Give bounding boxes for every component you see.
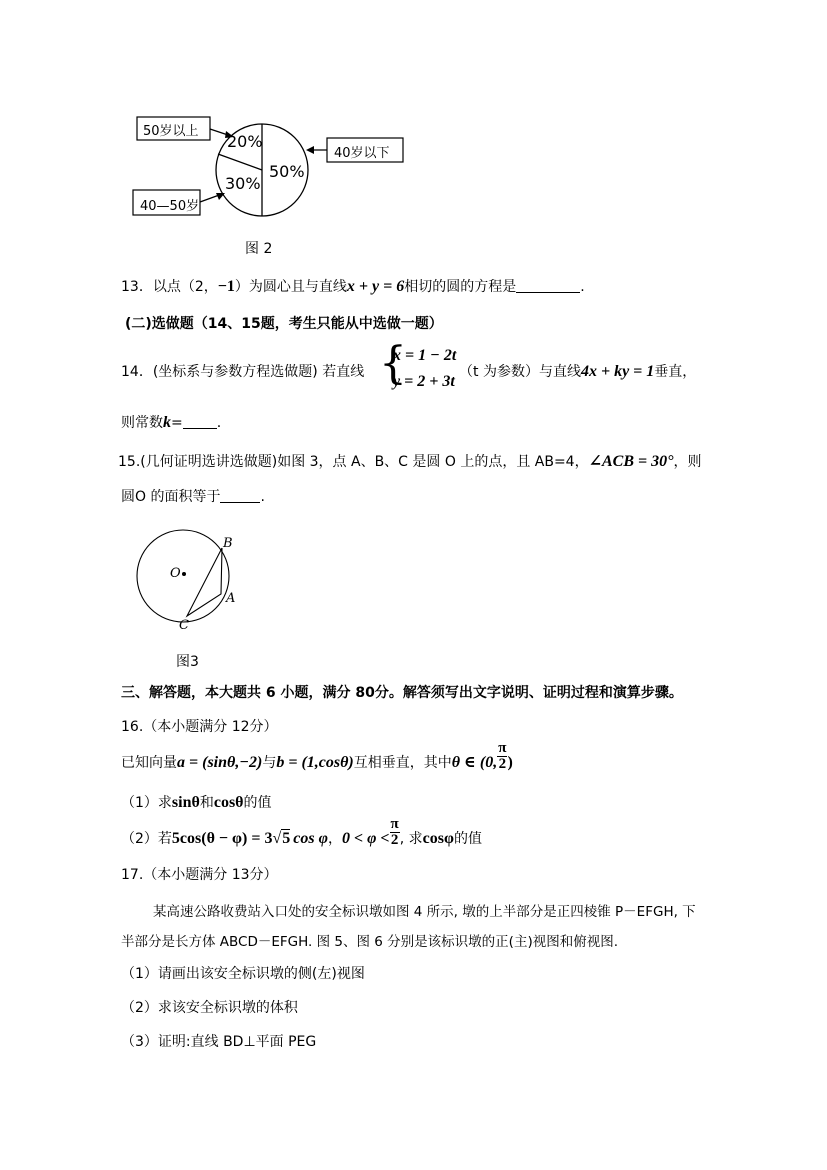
q16-vector-b: b = (1,cosθ) xyxy=(276,754,354,771)
q13-coord: −1 xyxy=(217,278,235,295)
q16-mid2: 互相垂直，其中 xyxy=(353,755,452,771)
q16-part1 xyxy=(121,792,272,812)
q14-k: k xyxy=(163,414,171,431)
section-3-heading: 三、解答题，本大题共 6 小题，满分 80分。解答须写出文字说明、证明过程和演算步骤。 xyxy=(121,685,683,701)
q13-prefix: 13．以点（2， xyxy=(121,279,218,295)
q16-p2-root: 5 xyxy=(282,830,291,847)
label-o: O xyxy=(170,566,181,581)
optional-section-heading: (二)选做题（14、15题，考生只能从中选做一题） xyxy=(125,316,443,332)
q16-p2-comma: ， xyxy=(327,831,342,847)
q14-end: . xyxy=(216,415,222,431)
center-dot xyxy=(182,572,186,576)
q14-param-eq1: x = 1 − 2t xyxy=(393,347,457,364)
sqrt-sign-icon: √ xyxy=(272,830,282,847)
figure-3 xyxy=(128,528,248,638)
q16-p1-end: 的值 xyxy=(243,795,272,811)
q15-line1 xyxy=(118,451,702,471)
figure-2-caption: 图 2 xyxy=(245,241,273,257)
question-13 xyxy=(121,276,585,296)
q16-p1-and: 和 xyxy=(199,795,214,811)
q16-p2-pi-over-2 xyxy=(390,817,400,848)
q16-header: 16.（本小题满分 12分） xyxy=(121,719,278,735)
q14-line2-prefix: 则常数 xyxy=(121,415,163,431)
q16-two: 2 xyxy=(498,755,507,772)
triangle-abc xyxy=(187,548,222,616)
q17-part1: （1）请画出该安全标识墩的侧(左)视图 xyxy=(121,966,365,982)
q15-answer-blank xyxy=(220,488,260,503)
slice-50-label: 50% xyxy=(269,162,305,181)
q16-p1-cos: cosθ xyxy=(213,794,244,811)
label-below40: 40岁以下 xyxy=(334,146,390,161)
q16-stmt-prefix: 已知向量 xyxy=(121,755,177,771)
q15-line2 xyxy=(121,486,265,506)
q13-line-equation: x + y = 6 xyxy=(346,278,405,295)
q15-text: 15.(几何证明选讲选做题)如图 3，点 A、B、C 是圆 O 上的点，且 AB=4， xyxy=(118,454,589,470)
figure-2 xyxy=(130,110,420,230)
q16-vector-a: a = (sinθ,−2) xyxy=(177,754,263,771)
q16-pi: π xyxy=(498,739,507,756)
q14-line2-equation: 4x + ky = 1 xyxy=(580,363,655,380)
q13-suffix: 相切的圆的方程是 xyxy=(404,279,517,295)
q15-angle: ∠ACB = 30° xyxy=(588,453,674,470)
q16-p2-end: , 求 xyxy=(399,831,423,847)
q16-pi-over-2 xyxy=(497,741,507,772)
q16-close-paren: ) xyxy=(507,754,513,771)
q16-theta-in: θ ∈ (0, xyxy=(451,754,498,771)
q16-p2-ineq: 0 < φ < xyxy=(341,830,390,847)
q17-part3: （3）证明:直线 BD⊥平面 PEG xyxy=(121,1034,317,1050)
q14-param-eq2: y = 2 + 3t xyxy=(393,373,455,390)
q14-line2-text xyxy=(459,361,696,381)
arrow-below40-head xyxy=(306,146,314,154)
q17-part2: （2）求该安全标识墩的体积 xyxy=(121,1000,298,1016)
q13-middle: ）为圆心且与直线 xyxy=(234,279,347,295)
q15-line1-end: ，则 xyxy=(673,454,702,470)
label-b: B xyxy=(223,536,233,551)
circle-o xyxy=(137,530,229,622)
label-a: A xyxy=(226,591,236,606)
q16-p2-cosphi: cosφ xyxy=(422,830,454,847)
q14-second-line xyxy=(121,412,221,432)
q15-line2-text: 圆O 的面积等于 xyxy=(121,489,221,505)
q13-answer-blank xyxy=(516,278,580,293)
q14-eqsign: = xyxy=(171,415,183,431)
q16-mid1: 与 xyxy=(262,755,277,771)
q16-p2-prefix: （2）若 xyxy=(121,831,172,847)
q16-p2-equation: 5cos(θ − φ) = 3 xyxy=(171,830,273,847)
q16-p1-sin: sinθ xyxy=(171,794,200,811)
q17-header: 17.（本小题满分 13分） xyxy=(121,867,278,883)
q16-p2-tail: 的值 xyxy=(453,831,482,847)
q16-p2-two: 2 xyxy=(390,831,399,848)
q17-para1: 某高速公路收费站入口处的安全标识墩如图 4 所示, 墩的上半部分是正四棱锥 P－EFGH, 下 xyxy=(153,904,696,920)
q14-suffix: 垂直， xyxy=(654,364,697,380)
label-above50: 50岁以上 xyxy=(143,124,199,139)
label-c: C xyxy=(179,618,189,633)
slice-30-label: 30% xyxy=(225,174,261,193)
q16-part2 xyxy=(121,815,482,848)
q14-brace: { xyxy=(379,338,407,389)
q13-end: . xyxy=(580,279,585,295)
q16-p2-pi: π xyxy=(390,815,399,832)
figure-3-caption: 图3 xyxy=(176,654,199,670)
q14-middle: （t 为参数）与直线 xyxy=(459,364,581,380)
q14-answer-blank xyxy=(183,414,217,429)
q16-p2-cos: cos φ xyxy=(293,830,328,847)
q14-prefix: 14．(坐标系与参数方程选做题) 若直线 xyxy=(121,364,365,380)
label-40to50: 40—50岁 xyxy=(140,199,200,214)
q16-p1-prefix: （1）求 xyxy=(121,795,172,811)
q17-para2: 半部分是长方体 ABCD－EFGH. 图 5、图 6 分别是该标识墩的正(主)视图和俯视图. xyxy=(121,934,619,950)
slice-20-label: 20% xyxy=(227,132,263,151)
q16-statement xyxy=(121,739,513,772)
q15-end: . xyxy=(260,489,265,505)
